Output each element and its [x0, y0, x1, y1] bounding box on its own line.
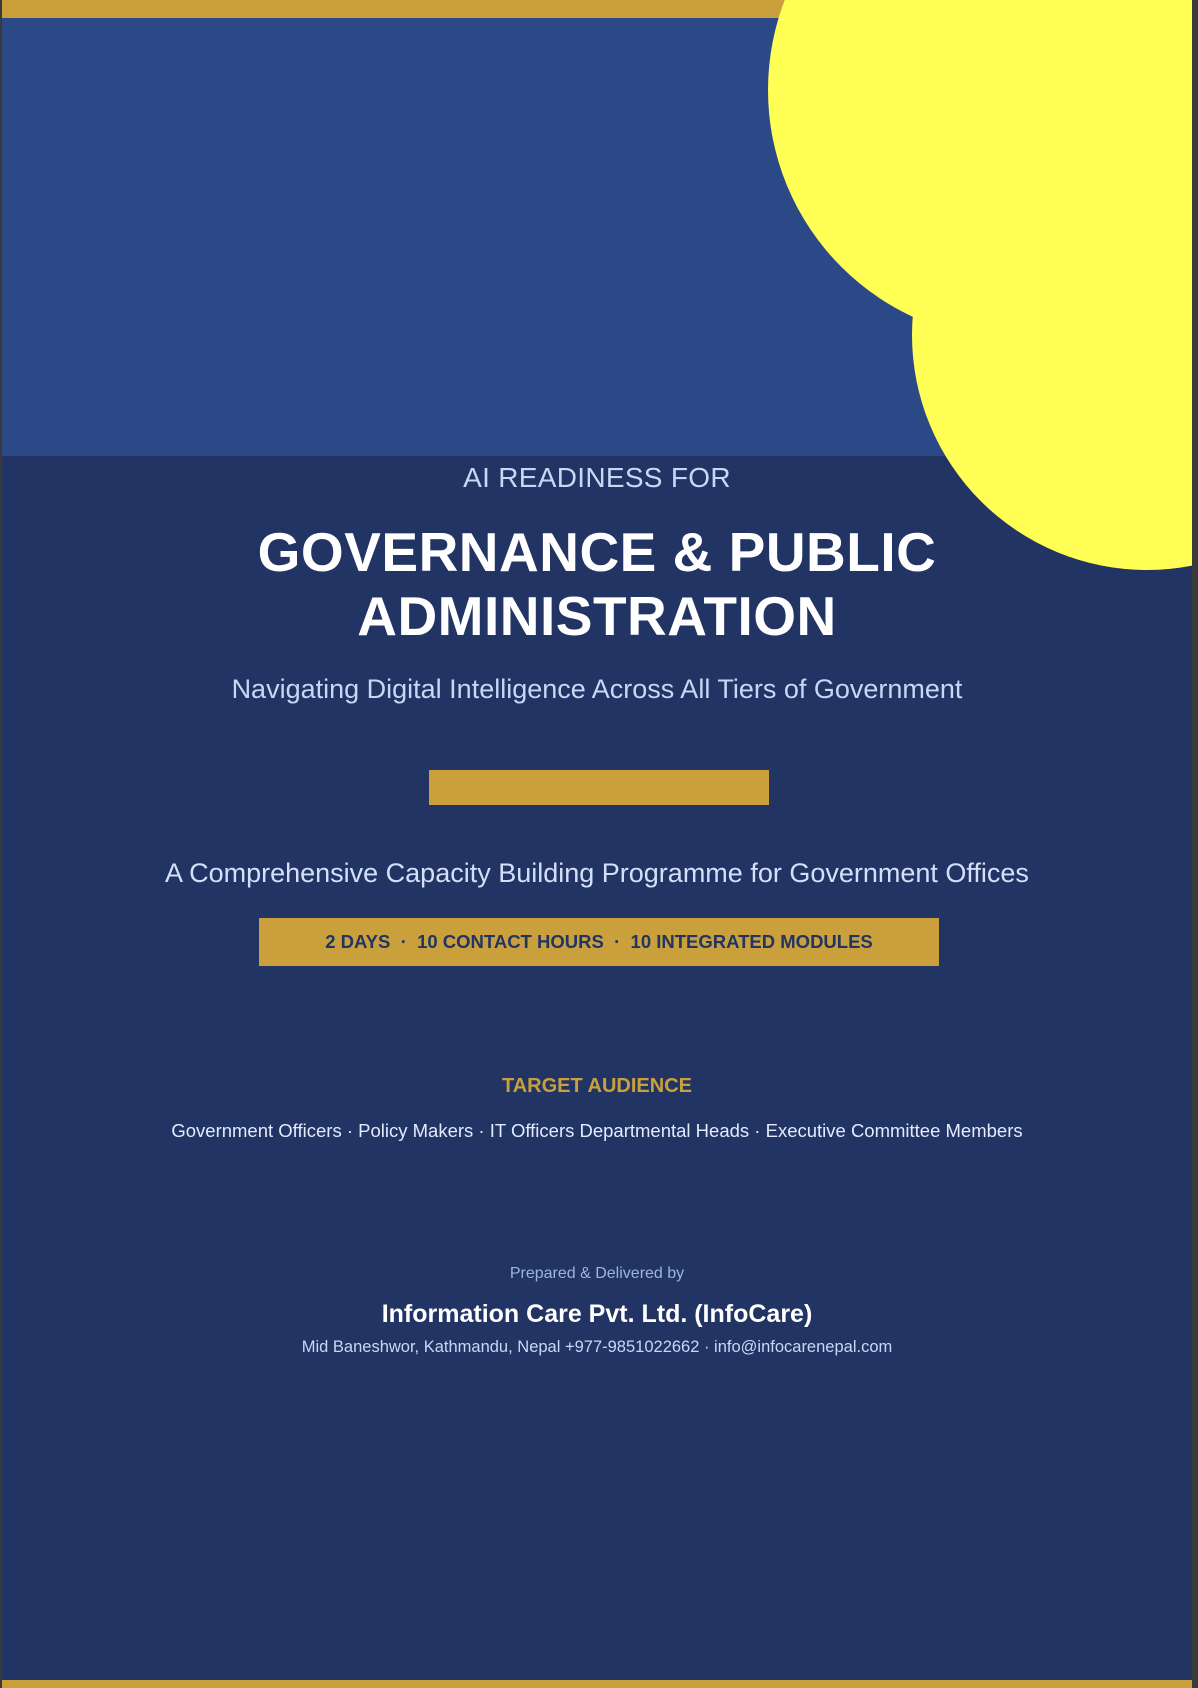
company-contact: Mid Baneshwor, Kathmandu, Nepal +977-9851022662 · info@infocarenepal.com: [301, 1338, 893, 1356]
company-name: Information Care Pvt. Ltd. (InfoCare): [381, 1300, 813, 1328]
prepared-by-label: Prepared & Delivered by: [509, 1265, 685, 1282]
programme-description: A Comprehensive Capacity Building Programme for Government Offices: [165, 858, 1029, 888]
audience-heading: TARGET AUDIENCE: [502, 1075, 692, 1097]
bottom-gold-stripe: [2, 1680, 1192, 1688]
page-title: [2, 520, 1192, 648]
title-line-2: ADMINISTRATION: [357, 585, 837, 647]
title-line-1: GOVERNANCE & PUBLIC: [257, 521, 937, 583]
pretitle: AI READINESS FOR: [463, 462, 731, 493]
audience-list: Government Officers · Policy Makers · IT Officers Departmental Heads · Executive Committee Members: [171, 1120, 1023, 1141]
gold-divider-bar: [429, 770, 769, 805]
programme-badge: 2 DAYS · 10 CONTACT HOURS · 10 INTEGRATED MODULES: [259, 918, 939, 966]
subtitle: Navigating Digital Intelligence Across All Tiers of Government: [231, 674, 963, 704]
